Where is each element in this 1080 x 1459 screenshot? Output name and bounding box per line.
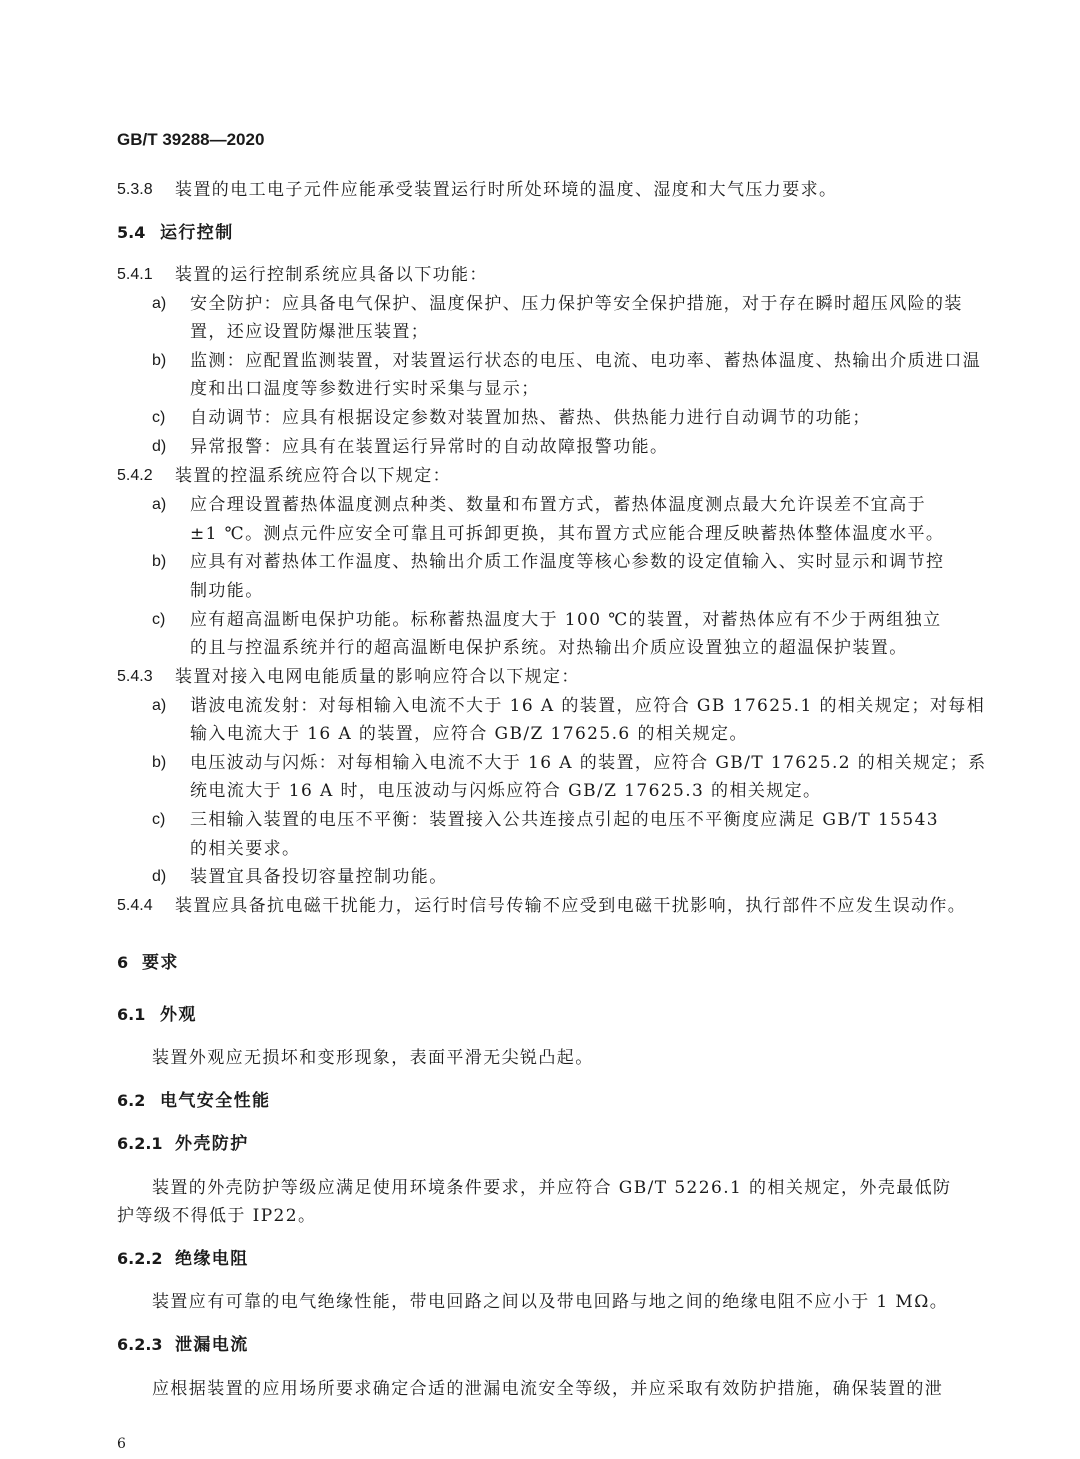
list-item-text: 装置宜具备投切容量控制功能。 — [190, 867, 448, 887]
list-item-text: 三相输入装置的电压不平衡：装置接入公共连接点引起的电压不平衡度应满足 GB/T 15543 — [190, 810, 940, 830]
paragraph-text: 护等级不得低于 IP22。 — [117, 1206, 317, 1226]
section-heading: 外壳防护 — [175, 1134, 249, 1154]
list-item-text: 制功能。 — [190, 581, 264, 601]
list-item-text: 电压波动与闪烁：对每相输入电流不大于 16 A 的装置，应符合 GB/T 17625.2 的相关规定；系 — [190, 753, 987, 773]
paragraph-text: 装置的电工电子元件应能承受装置运行时所处环境的温度、湿度和大气压力要求。 — [175, 180, 838, 200]
item-label: b) — [152, 553, 167, 570]
paragraph-text: 装置外观应无损坏和变形现象，表面平滑无尖锐凸起。 — [152, 1048, 594, 1068]
list-item-text: ±1 ℃。测点元件应安全可靠且可拆卸更换，其布置方式应能合理反映蓄热体整体温度水平。 — [190, 524, 945, 544]
section-heading: 绝缘电阻 — [175, 1249, 249, 1269]
paragraph-text: 装置的控温系统应符合以下规定： — [175, 466, 451, 486]
page-number: 6 — [117, 1436, 126, 1452]
paragraph-text: 应根据装置的应用场所要求确定合适的泄漏电流安全等级，并应采取有效防护措施，确保装置的泄 — [152, 1379, 944, 1399]
paragraph-text: 装置应有可靠的电气绝缘性能，带电回路之间以及带电回路与地之间的绝缘电阻不应小于 1 MΩ。 — [152, 1292, 949, 1312]
section-heading: 要求 — [142, 953, 179, 973]
list-item-text: 度和出口温度等参数进行实时采集与显示； — [190, 379, 540, 399]
section-number: 5.4 — [117, 223, 146, 242]
section-number: 6.2 — [117, 1091, 146, 1110]
paragraph-text: 装置的外壳防护等级应满足使用环境条件要求，并应符合 GB/T 5226.1 的相关规定，外壳最低防 — [152, 1178, 952, 1198]
list-item-text: 谐波电流发射：对每相输入电流不大于 16 A 的装置，应符合 GB 17625.1 的相关规定；对每相 — [190, 696, 986, 716]
document-code: GB/T 39288—2020 — [117, 130, 265, 149]
list-item-text: 异常报警：应具有在装置运行异常时的自动故障报警功能。 — [190, 437, 669, 457]
list-item-text: 应具有对蓄热体工作温度、热输出介质工作温度等核心参数的设定值输入、实时显示和调节控 — [190, 552, 945, 572]
section-heading: 外观 — [160, 1005, 197, 1025]
item-label: b) — [152, 754, 167, 771]
list-item-text: 应合理设置蓄热体温度测点种类、数量和布置方式，蓄热体温度测点最大允许误差不宜高于 — [190, 495, 926, 515]
list-item-text: 安全防护：应具备电气保护、温度保护、压力保护等安全保护措施，对于存在瞬时超压风险的装 — [190, 294, 963, 314]
list-item-text: 的相关要求。 — [190, 839, 301, 859]
section-number: 5.4.4 — [117, 897, 153, 914]
item-label: d) — [152, 868, 167, 885]
list-item-text: 的且与控温系统并行的超高温断电保护系统。对热输出介质应设置独立的超温保护装置。 — [190, 638, 908, 658]
section-heading: 电气安全性能 — [160, 1091, 271, 1111]
list-item-text: 监测：应配置监测装置，对装置运行状态的电压、电流、电功率、蓄热体温度、热输出介质进口温 — [190, 351, 982, 371]
section-number: 6.2.1 — [117, 1134, 163, 1153]
item-label: c) — [152, 811, 166, 828]
item-label: b) — [152, 352, 167, 369]
item-label: c) — [152, 611, 166, 628]
section-number: 5.4.3 — [117, 668, 153, 685]
section-number: 6.1 — [117, 1005, 146, 1024]
list-item-text: 置，还应设置防爆泄压装置； — [190, 322, 430, 342]
paragraph-text: 装置应具备抗电磁干扰能力，运行时信号传输不应受到电磁干扰影响，执行部件不应发生误动作。 — [175, 896, 967, 916]
section-number: 6.2.3 — [117, 1335, 163, 1354]
item-label: a) — [152, 697, 167, 714]
item-label: a) — [152, 295, 167, 312]
section-number: 5.3.8 — [117, 181, 153, 198]
list-item-text: 应有超高温断电保护功能。标称蓄热温度大于 100 ℃的装置，对蓄热体应有不少于两组独立 — [190, 610, 942, 630]
section-heading: 泄漏电流 — [175, 1335, 249, 1355]
section-heading: 运行控制 — [160, 223, 234, 243]
list-item-text: 统电流大于 16 A 时，电压波动与闪烁应符合 GB/Z 17625.3 的相关规定。 — [190, 781, 822, 801]
section-number: 5.4.1 — [117, 266, 153, 283]
list-item-text: 输入电流大于 16 A 的装置，应符合 GB/Z 17625.6 的相关规定。 — [190, 724, 748, 744]
list-item-text: 自动调节：应具有根据设定参数对装置加热、蓄热、供热能力进行自动调节的功能； — [190, 408, 871, 428]
item-label: a) — [152, 496, 167, 513]
item-label: c) — [152, 409, 166, 426]
item-label: d) — [152, 438, 167, 455]
section-number: 6.2.2 — [117, 1249, 163, 1268]
section-number: 6 — [117, 953, 129, 972]
section-number: 5.4.2 — [117, 467, 153, 484]
paragraph-text: 装置的运行控制系统应具备以下功能： — [175, 265, 488, 285]
paragraph-text: 装置对接入电网电能质量的影响应符合以下规定： — [175, 667, 580, 687]
